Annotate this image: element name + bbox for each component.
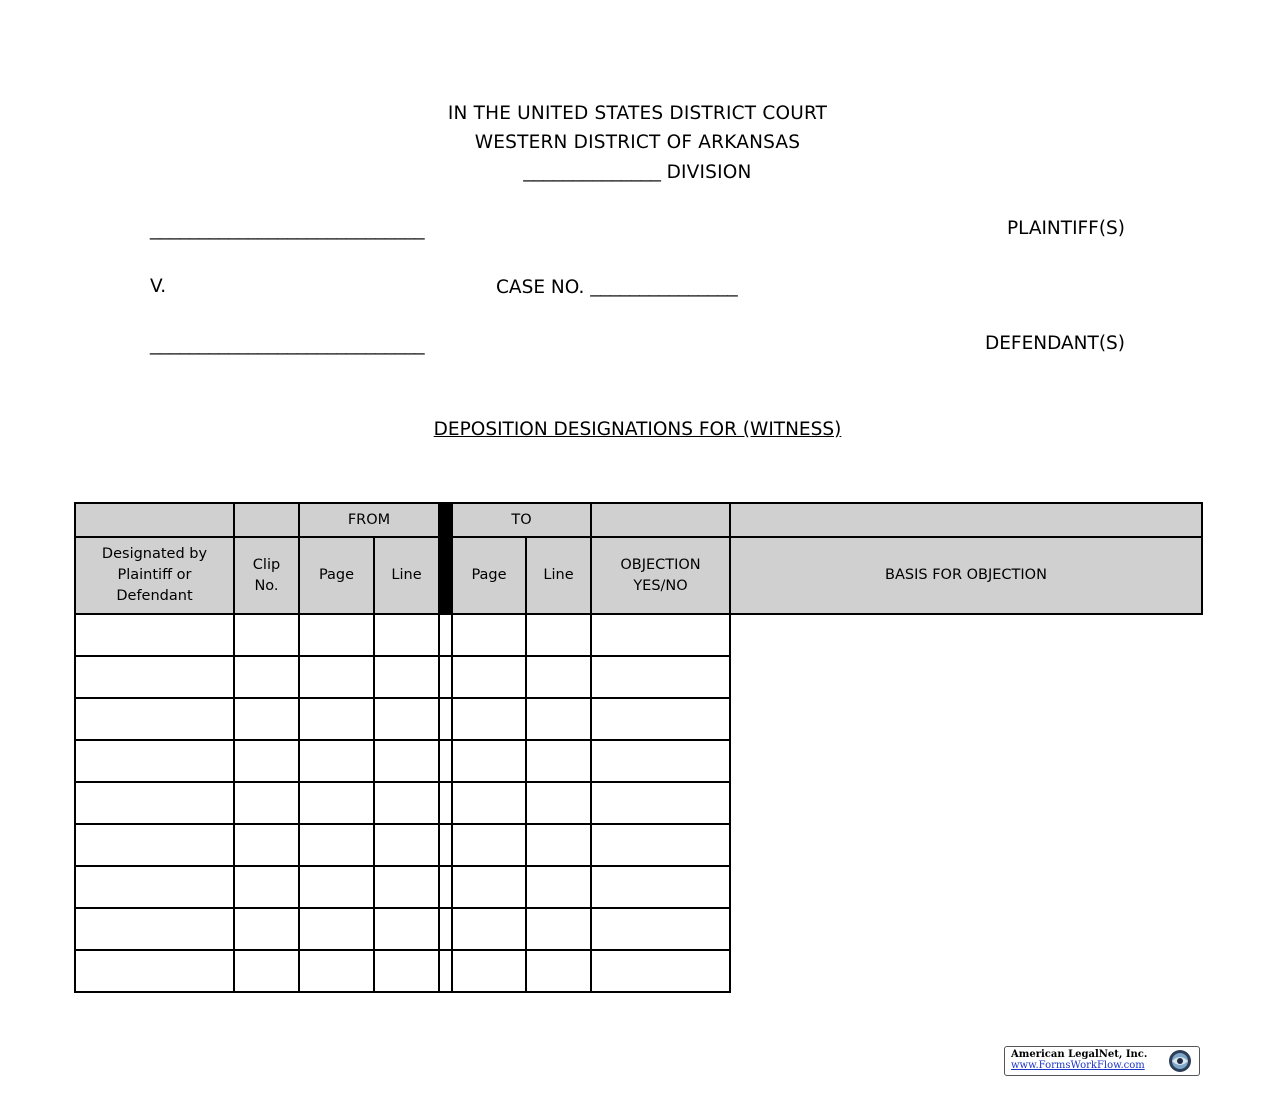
to-page-cell[interactable] bbox=[439, 824, 452, 866]
from-page-cell[interactable] bbox=[299, 698, 374, 740]
objection-cell[interactable] bbox=[526, 698, 591, 740]
to-line-cell[interactable] bbox=[452, 614, 526, 656]
to-page-cell[interactable] bbox=[439, 782, 452, 824]
plaintiff-name-blank[interactable]: ____________________________ bbox=[150, 219, 425, 240]
group-header-row bbox=[75, 503, 1202, 537]
to-line-cell[interactable] bbox=[452, 824, 526, 866]
from-page-cell[interactable] bbox=[299, 824, 374, 866]
clip-number-cell[interactable] bbox=[234, 908, 299, 950]
to-line-header: Line bbox=[526, 537, 591, 614]
to-line-cell[interactable] bbox=[452, 740, 526, 782]
to-page-cell[interactable] bbox=[439, 740, 452, 782]
designated-by-line: Designated by bbox=[101, 546, 208, 562]
from-line-cell[interactable] bbox=[374, 740, 439, 782]
objection-cell[interactable] bbox=[526, 908, 591, 950]
clip-number-cell[interactable] bbox=[234, 782, 299, 824]
basis-header: BASIS FOR OBJECTION bbox=[730, 537, 1202, 614]
designations-body bbox=[75, 614, 1202, 992]
to-page-cell[interactable] bbox=[439, 656, 452, 698]
plaintiff-label: PLAINTIFF(S) bbox=[1006, 218, 1125, 239]
basis-cell[interactable] bbox=[591, 908, 730, 950]
from-page-cell[interactable] bbox=[299, 656, 374, 698]
to-line-cell[interactable] bbox=[452, 656, 526, 698]
case-number-line bbox=[496, 276, 737, 298]
from-line-cell[interactable] bbox=[374, 614, 439, 656]
to-line-cell[interactable] bbox=[452, 698, 526, 740]
from-line-cell[interactable] bbox=[374, 782, 439, 824]
clip-number-cell[interactable] bbox=[234, 950, 299, 992]
to-line-cell[interactable] bbox=[452, 866, 526, 908]
designated-by-header bbox=[75, 537, 234, 614]
division-blank[interactable]: ______________ bbox=[523, 161, 661, 182]
column-header-row bbox=[75, 537, 1202, 614]
globe-icon bbox=[1163, 1048, 1197, 1074]
clip-number-line: No. bbox=[254, 577, 279, 594]
to-page-cell[interactable] bbox=[439, 950, 452, 992]
objection-cell[interactable] bbox=[526, 656, 591, 698]
to-page-cell[interactable] bbox=[439, 866, 452, 908]
from-page-cell[interactable] bbox=[299, 866, 374, 908]
objection-cell[interactable] bbox=[526, 782, 591, 824]
designated-by-cell[interactable] bbox=[75, 866, 234, 908]
from-page-header: Page bbox=[299, 537, 374, 614]
logo-company-name: American LegalNet, Inc. bbox=[1011, 1049, 1148, 1060]
designated-by-line: Plaintiff or bbox=[117, 567, 192, 583]
to-page-cell[interactable] bbox=[439, 614, 452, 656]
objection-cell[interactable] bbox=[526, 950, 591, 992]
from-page-cell[interactable] bbox=[299, 740, 374, 782]
from-line-cell[interactable] bbox=[374, 950, 439, 992]
basis-cell[interactable] bbox=[591, 740, 730, 782]
basis-cell[interactable] bbox=[591, 950, 730, 992]
case-number-blank[interactable]: _______________ bbox=[590, 276, 738, 297]
division-line bbox=[0, 161, 1275, 183]
designated-by-cell[interactable] bbox=[75, 656, 234, 698]
clip-number-cell[interactable] bbox=[234, 866, 299, 908]
from-line-cell[interactable] bbox=[374, 824, 439, 866]
table-row bbox=[75, 908, 1202, 950]
clip-number-cell[interactable] bbox=[234, 824, 299, 866]
case-number-label: CASE NO. bbox=[496, 277, 585, 298]
header-blank-cell bbox=[75, 503, 234, 537]
division-label: DIVISION bbox=[666, 162, 752, 183]
objection-cell[interactable] bbox=[526, 614, 591, 656]
to-page-cell[interactable] bbox=[439, 698, 452, 740]
basis-cell[interactable] bbox=[591, 698, 730, 740]
basis-cell[interactable] bbox=[591, 782, 730, 824]
from-to-divider bbox=[439, 503, 452, 614]
to-line-cell[interactable] bbox=[452, 950, 526, 992]
court-name: IN THE UNITED STATES DISTRICT COURT bbox=[447, 103, 828, 124]
table-row bbox=[75, 782, 1202, 824]
objection-cell[interactable] bbox=[526, 740, 591, 782]
designated-by-cell[interactable] bbox=[75, 614, 234, 656]
clip-number-cell[interactable] bbox=[234, 614, 299, 656]
from-line-cell[interactable] bbox=[374, 698, 439, 740]
table-row bbox=[75, 824, 1202, 866]
from-line-cell[interactable] bbox=[374, 908, 439, 950]
header-blank-cell bbox=[730, 503, 1202, 537]
clip-number-cell[interactable] bbox=[234, 740, 299, 782]
defendant-label: DEFENDANT(S) bbox=[985, 333, 1125, 354]
basis-cell[interactable] bbox=[591, 614, 730, 656]
table-row bbox=[75, 656, 1202, 698]
designated-by-cell[interactable] bbox=[75, 950, 234, 992]
from-page-cell[interactable] bbox=[299, 908, 374, 950]
versus-label: V. bbox=[150, 276, 167, 297]
objection-header bbox=[591, 537, 730, 614]
table-row bbox=[75, 950, 1202, 992]
objection-line: YES/NO bbox=[633, 577, 688, 594]
to-line-cell[interactable] bbox=[452, 782, 526, 824]
logo-url-link[interactable]: www.FormsWorkFlow.com bbox=[1011, 1060, 1145, 1071]
from-page-cell[interactable] bbox=[299, 614, 374, 656]
table-row bbox=[75, 698, 1202, 740]
designated-by-line: Defendant bbox=[116, 588, 193, 604]
from-line-cell[interactable] bbox=[374, 866, 439, 908]
to-page-header: Page bbox=[452, 537, 526, 614]
objection-cell[interactable] bbox=[526, 866, 591, 908]
from-line-header: Line bbox=[374, 537, 439, 614]
from-group-header: FROM bbox=[299, 503, 439, 537]
designations-table bbox=[74, 502, 1203, 993]
designated-by-cell[interactable] bbox=[75, 908, 234, 950]
clip-number-cell[interactable] bbox=[234, 656, 299, 698]
from-page-cell[interactable] bbox=[299, 782, 374, 824]
district-name: WESTERN DISTRICT OF ARKANSAS bbox=[474, 132, 801, 153]
to-group-header: TO bbox=[452, 503, 591, 537]
clip-number-line: Clip bbox=[252, 556, 281, 573]
from-page-cell[interactable] bbox=[299, 950, 374, 992]
designated-by-cell[interactable] bbox=[75, 698, 234, 740]
objection-line: OBJECTION bbox=[620, 556, 701, 573]
designated-by-cell[interactable] bbox=[75, 824, 234, 866]
table-row bbox=[75, 866, 1202, 908]
designated-by-cell[interactable] bbox=[75, 782, 234, 824]
basis-cell[interactable] bbox=[591, 866, 730, 908]
designated-by-cell[interactable] bbox=[75, 740, 234, 782]
header-blank-cell bbox=[234, 503, 299, 537]
clip-number-cell[interactable] bbox=[234, 698, 299, 740]
table-row bbox=[75, 614, 1202, 656]
to-line-cell[interactable] bbox=[452, 908, 526, 950]
document-title: DEPOSITION DESIGNATIONS FOR (WITNESS) bbox=[433, 419, 842, 440]
american-legalnet-logo[interactable] bbox=[1004, 1046, 1200, 1076]
basis-cell[interactable] bbox=[591, 656, 730, 698]
table-row bbox=[75, 740, 1202, 782]
to-page-cell[interactable] bbox=[439, 908, 452, 950]
from-line-cell[interactable] bbox=[374, 656, 439, 698]
clip-number-header bbox=[234, 537, 299, 614]
header-blank-cell bbox=[591, 503, 730, 537]
defendant-name-blank[interactable]: ____________________________ bbox=[150, 334, 425, 355]
objection-cell[interactable] bbox=[526, 824, 591, 866]
basis-cell[interactable] bbox=[591, 824, 730, 866]
